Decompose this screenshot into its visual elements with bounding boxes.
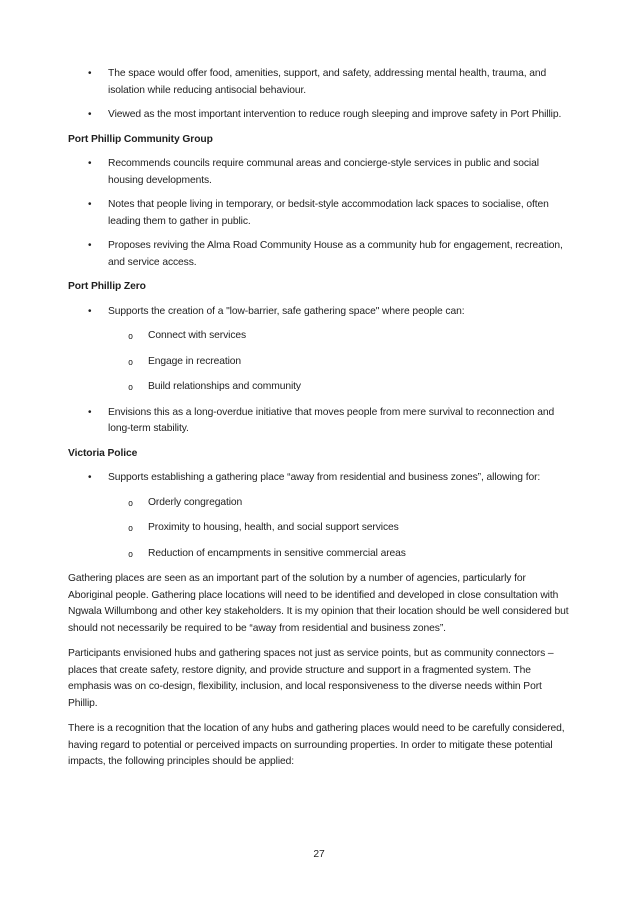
bullet-text: Engage in recreation [148,355,242,367]
bullet-marker-icon: • [88,406,92,418]
sub-bullet-item [68,495,571,513]
bullet-text: The space would offer food, amenities, support, and safety, addressing mental health, trauma, and isolation while reducing antisocial behaviour. [108,68,547,96]
sub-bullet-item [68,520,571,538]
bullet-marker-icon: • [88,199,92,210]
sub-bullet-marker-icon: o [128,524,134,534]
sub-bullet-item [68,354,571,372]
paragraph: Participants envisioned hubs and gathering spaces not just as service points, but as community connectors – places that create safety, restore dignity, and provide structure and support in a fragmented system. The emphasis was on co-design, flexibility, inclusion, and local responsiveness to the diverse needs within Port Phillip. [68,648,554,709]
sub-bullet-item [68,328,571,346]
bullet-marker-icon: • [88,68,92,79]
bullet-marker-icon: • [88,472,92,483]
bullet-item [68,197,571,230]
bullet-text: Proposes reviving the Alma Road Community House as a community hub for engagement, recreation, and service access. [108,240,563,268]
sub-bullet-marker-icon: o [128,549,134,560]
bullet-text: Proximity to housing, health, and social support services [148,522,399,533]
sub-bullet-marker-icon: o [128,332,134,342]
bullet-text: Connect with services [148,330,247,341]
bullet-item [68,470,571,487]
bullet-text: Supports the creation of a "low-barrier, safe gathering space" where people can: [108,305,465,317]
bullet-item [68,66,571,99]
bullet-text: Reduction of encampments in sensitive commercial areas [148,547,406,559]
bullet-text: Recommends councils require communal areas and concierge-style services in public and social housing developments. [108,158,539,186]
bullet-item [68,238,571,271]
sub-bullet-item [68,379,571,397]
page-number: 27 [313,849,325,860]
bullet-text: Notes that people living in temporary, or bedsit-style accommodation lack spaces to socialise, often leading them to gather in public. [108,199,549,227]
bullet-text: Orderly congregation [148,496,243,508]
paragraph: There is a recognition that the location of any hubs and gathering places would need to be carefully considered, having regard to potential or perceived impacts on surrounding properties. In order to mitigate these potential impacts, the following principles should be applied: [68,723,565,767]
document-content [68,66,571,780]
bullet-item [68,107,571,124]
bullet-marker-icon: • [88,240,92,251]
bullet-marker-icon: • [88,109,92,120]
bullet-text: Supports establishing a gathering place “away from residential and business zones”, allowing for: [108,472,541,483]
section-heading: Port Phillip Community Group [68,133,213,145]
sub-bullet-marker-icon: o [128,383,134,393]
bullet-text: Viewed as the most important intervention to reduce rough sleeping and improve safety in Port Phillip. [108,109,562,120]
bullet-text: Envisions this as a long-overdue initiative that moves people from mere survival to reconnection and long-term stability. [108,406,555,434]
bullet-marker-icon: • [88,305,92,317]
section-heading: Victoria Police [68,447,138,459]
bullet-item [68,405,571,438]
section-heading: Port Phillip Zero [68,281,146,292]
bullet-marker-icon: • [88,158,92,169]
bullet-item [68,156,571,189]
sub-bullet-marker-icon: o [128,498,134,509]
bullet-text: Build relationships and community [148,381,301,392]
bullet-item [68,304,571,321]
paragraph: Gathering places are seen as an important part of the solution by a number of agencies, particularly for Aboriginal people. Gathering place locations will need to be identified and developed in close consultation with Ngwala Willumbong and other key stakeholders. It is my opinion that their location should be well considered but should not necessarily be required to be “away from residential and business zones”. [68,573,569,634]
sub-bullet-item [68,546,571,564]
sub-bullet-marker-icon: o [128,357,134,368]
